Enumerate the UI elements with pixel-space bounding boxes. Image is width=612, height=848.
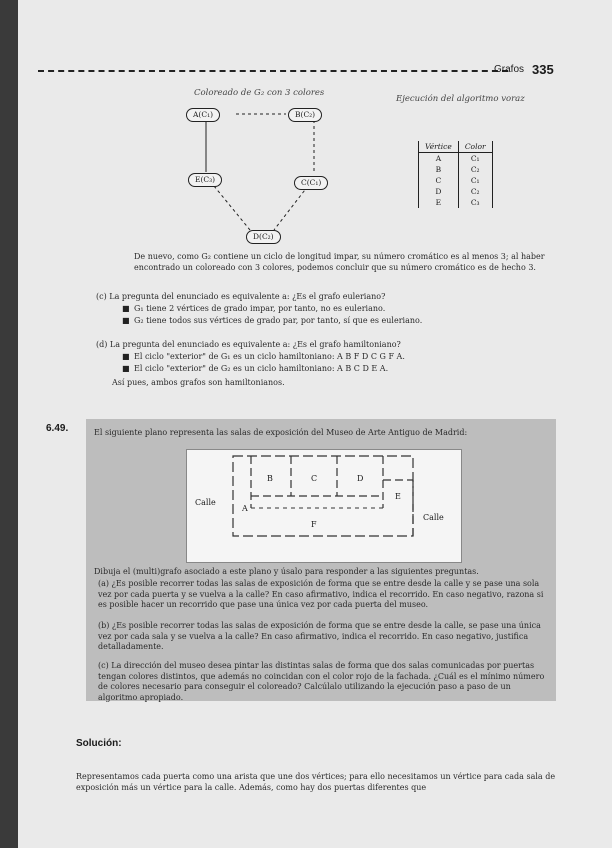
plan-label-room-e: E xyxy=(395,492,401,501)
museum-floor-plan xyxy=(186,449,462,563)
question-c: (c) La dirección del museo desea pintar las distintas salas de forma que dos salas comunicadas por puertas tengan colores distintos, que además no coincidan con el color rojo de la fachada. ¿Cuál es el mínimo número de colores necesario para conseguir el coloreado? Calcúlalo utilizando la ejecución paso a paso de un algoritmo apropiado. xyxy=(98,661,545,702)
plan-label-calle-left: Calle xyxy=(195,498,216,507)
greedy-table xyxy=(418,141,493,208)
table-row xyxy=(419,153,493,165)
exercise-instruction: Dibuja el (multi)grafo asociado a este plano y úsalo para responder a las siguientes preguntas. xyxy=(94,567,479,576)
bullet-icon: ■ xyxy=(122,316,130,325)
cell-vertex: B xyxy=(419,164,459,175)
table-row xyxy=(419,164,493,175)
cell-vertex: C xyxy=(419,175,459,186)
paragraph-chromatic: De nuevo, como G₂ contiene un ciclo de longitud impar, su número cromático es al menos 3; al haber encontrado un coloreado con 3 colores, podemos concluir que su número cromático es de hecho 3. xyxy=(134,252,545,272)
item-c-bullet-2: G₂ tiene todos sus vértices de grado par, por tanto, sí que es euleriano. xyxy=(134,316,423,325)
chapter-title: Grafos xyxy=(494,64,525,75)
cell-color: C₁ xyxy=(458,175,492,186)
cell-color: C₂ xyxy=(458,164,492,175)
table-row xyxy=(419,175,493,186)
table-header-vertex: Vértice xyxy=(419,141,459,153)
plan-label-room-b: B xyxy=(267,474,273,483)
page-number: 335 xyxy=(532,62,554,77)
table-row xyxy=(419,197,493,208)
plan-label-room-d: D xyxy=(357,474,364,483)
floor-plan-walls xyxy=(187,450,461,562)
book-page xyxy=(18,0,612,848)
cell-color: C₂ xyxy=(458,186,492,197)
item-c: (c) La pregunta del enunciado es equivalente a: ¿Es el grafo euleriano? xyxy=(96,292,386,301)
question-a: (a) ¿Es posible recorrer todas las salas de exposición de forma que se entre desde la calle y se pase una sola vez por cada puerta y se vuelva a la calle? En caso afirmativo, indica el recorrido. En caso negativo, razona si es posible hacer un recorrido que pase una única vez por cada puerta del museo. xyxy=(98,579,544,609)
item-c-bullet-1: G₁ tiene 2 vértices de grado impar, por tanto, no es euleriano. xyxy=(134,304,386,313)
bullet-icon: ■ xyxy=(122,352,130,361)
item-d-bullet-2: El ciclo "exterior" de G₂ es un ciclo hamiltoniano: A B C D E A. xyxy=(134,364,389,373)
cell-vertex: A xyxy=(419,153,459,165)
plan-label-room-a: A xyxy=(242,504,248,513)
exercise-intro: El siguiente plano representa las salas de exposición del Museo de Arte Antiguo de Madrid: xyxy=(94,428,468,437)
solution-title: Solución: xyxy=(76,738,122,749)
cell-color: C₃ xyxy=(458,197,492,208)
figure-right-caption: Ejecución del algoritmo voraz xyxy=(396,94,525,104)
exercise-number: 6.49. xyxy=(46,423,69,434)
item-d-conclusion: Así pues, ambos grafos son hamiltonianos. xyxy=(112,378,285,387)
bullet-icon: ■ xyxy=(122,304,130,313)
table-row xyxy=(419,186,493,197)
graph-node-e: E(C₃) xyxy=(188,173,222,187)
cell-vertex: E xyxy=(419,197,459,208)
plan-label-room-f: F xyxy=(311,520,317,529)
solution-text: Representamos cada puerta como una arista que une dos vértices; para ello necesitamos un vértice para cada sala de exposición más un vértice para la calle. Además, como hay dos puertas diferentes que xyxy=(76,772,556,792)
bullet-icon: ■ xyxy=(122,364,130,373)
graph-edges xyxy=(18,0,612,260)
item-d: (d) La pregunta del enunciado es equivalente a: ¿Es el grafo hamiltoniano? xyxy=(96,340,401,349)
cell-vertex: D xyxy=(419,186,459,197)
edge-e-d xyxy=(214,186,250,230)
graph-node-d: D(C₂) xyxy=(246,230,281,244)
graph-node-b: B(C₂) xyxy=(288,108,322,122)
plan-label-calle-right: Calle xyxy=(423,513,444,522)
plan-label-room-c: C xyxy=(311,474,318,483)
question-b: (b) ¿Es posible recorrer todas las salas de exposición de forma que se entre desde la calle, se pase una única vez por cada sala y se vuelva a la calle? En caso afirmativo, indica el recorrido. En caso negativo, justifica detalladamente. xyxy=(98,621,541,651)
graph-node-c: C(C₁) xyxy=(294,176,328,190)
cell-color: C₁ xyxy=(458,153,492,165)
edge-c-d xyxy=(274,186,308,230)
graph-node-a: A(C₁) xyxy=(186,108,220,122)
table-header-color: Color xyxy=(458,141,492,153)
item-d-bullet-1: El ciclo "exterior" de G₁ es un ciclo hamiltoniano: A B F D C G F A. xyxy=(134,352,405,361)
figure-left-caption: Coloreado de G₂ con 3 colores xyxy=(194,88,325,98)
